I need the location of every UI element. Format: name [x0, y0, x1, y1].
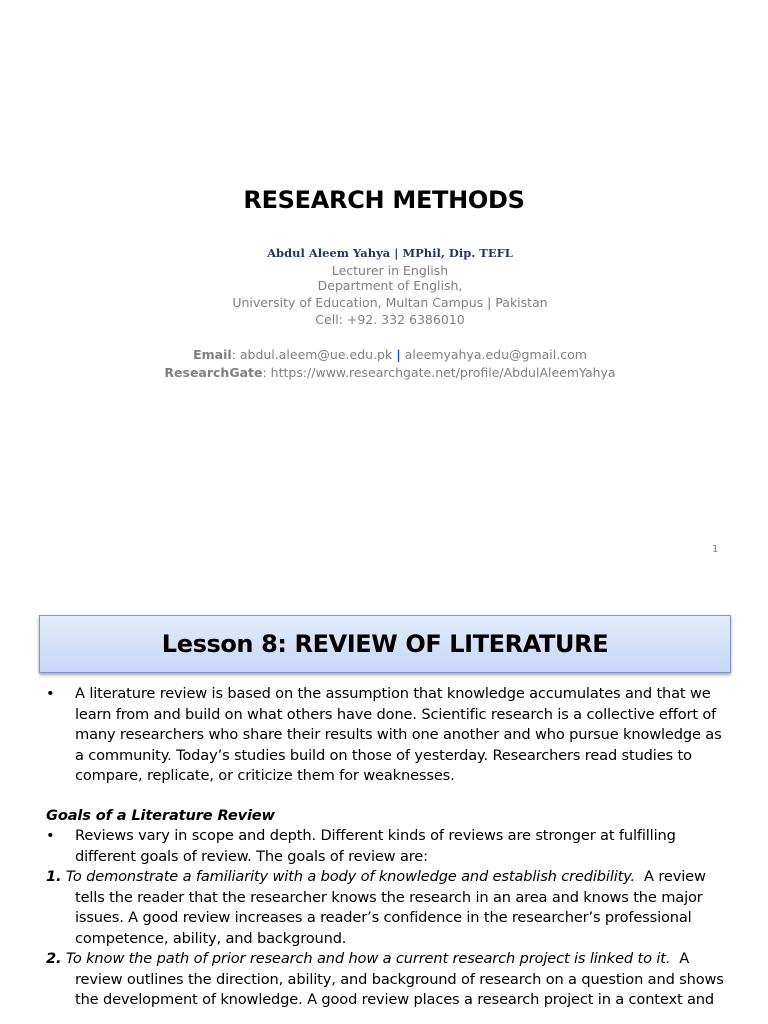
researchgate-line: ResearchGate: https://www.researchgate.net/profile/AbdulAleemYahya: [164, 365, 616, 380]
lesson-slide: [0, 576, 768, 1024]
goal-item: [46, 949, 726, 1011]
goal-lead: To demonstrate a familiarity with a body of knowledge and establish credibility.: [65, 868, 636, 885]
bullet-icon: •: [46, 827, 55, 844]
position-line: Lecturer in English: [331, 263, 449, 278]
goal-item: [46, 867, 726, 949]
bullet-text: A literature review is based on the assumption that knowledge accumulates and that we learn from and build on what others have done. Scientific research is a collective effort of many researchers who share their results with one another and who pursue knowledge as a community. Today’s studies build on those of yesterday. Researchers read studies to compare, replicate, or criticize them for weaknesses.: [75, 685, 722, 784]
researchgate-link[interactable]: https://www.researchgate.net/profile/AbdulAleemYahya: [270, 365, 616, 380]
goals-heading: Goals of a Literature Review: [46, 806, 275, 824]
email-line: Email: abdul.aleem@ue.edu.pk | aleemyahya.edu@gmail.com: [193, 347, 587, 362]
slide-title: RESEARCH METHODS: [243, 186, 525, 214]
author-line: Abdul Aleem Yahya | MPhil, Dip. TEFL: [267, 246, 513, 260]
goal-text: A review tells the reader that the researcher knows the research in an area and knows the major issues. A good review increases a reader’s confidence in the researcher’s professional competence, ability, and background.: [75, 868, 706, 947]
lesson-title: Lesson 8: REVIEW OF LITERATURE: [161, 630, 609, 658]
email-separator: |: [396, 347, 401, 362]
cell-line: Cell: +92. 332 6386010: [315, 312, 465, 327]
bullet-paragraph: [46, 684, 726, 787]
bullet-text: Reviews vary in scope and depth. Different kinds of reviews are stronger at fulfilling different goals of review. The goals of review are:: [75, 827, 676, 865]
goal-lead: To know the path of prior research and how a current research project is linked to it.: [65, 950, 671, 967]
researchgate-label: ResearchGate: [164, 365, 263, 380]
goal-number: 2.: [46, 950, 62, 967]
goal-number: 1.: [46, 868, 62, 885]
university-line: University of Education, Multan Campus | Pakistan: [232, 295, 548, 310]
email-label: Email: [193, 347, 232, 362]
bullet-paragraph: [46, 826, 726, 867]
lesson-body: [46, 684, 726, 1011]
goal-text: A review outlines the direction, ability, and background of research on a question and shows the development of knowledge. A good review places a research project in a context and: [75, 950, 724, 1008]
bullet-icon: •: [46, 685, 55, 702]
page-number: 1: [712, 544, 719, 555]
email-link-2[interactable]: aleemyahya.edu@gmail.com: [404, 347, 587, 362]
department-line: Department of English,: [317, 278, 463, 293]
email-link-1[interactable]: abdul.aleem@ue.edu.pk: [239, 347, 393, 362]
lesson-title-box: [39, 615, 731, 673]
